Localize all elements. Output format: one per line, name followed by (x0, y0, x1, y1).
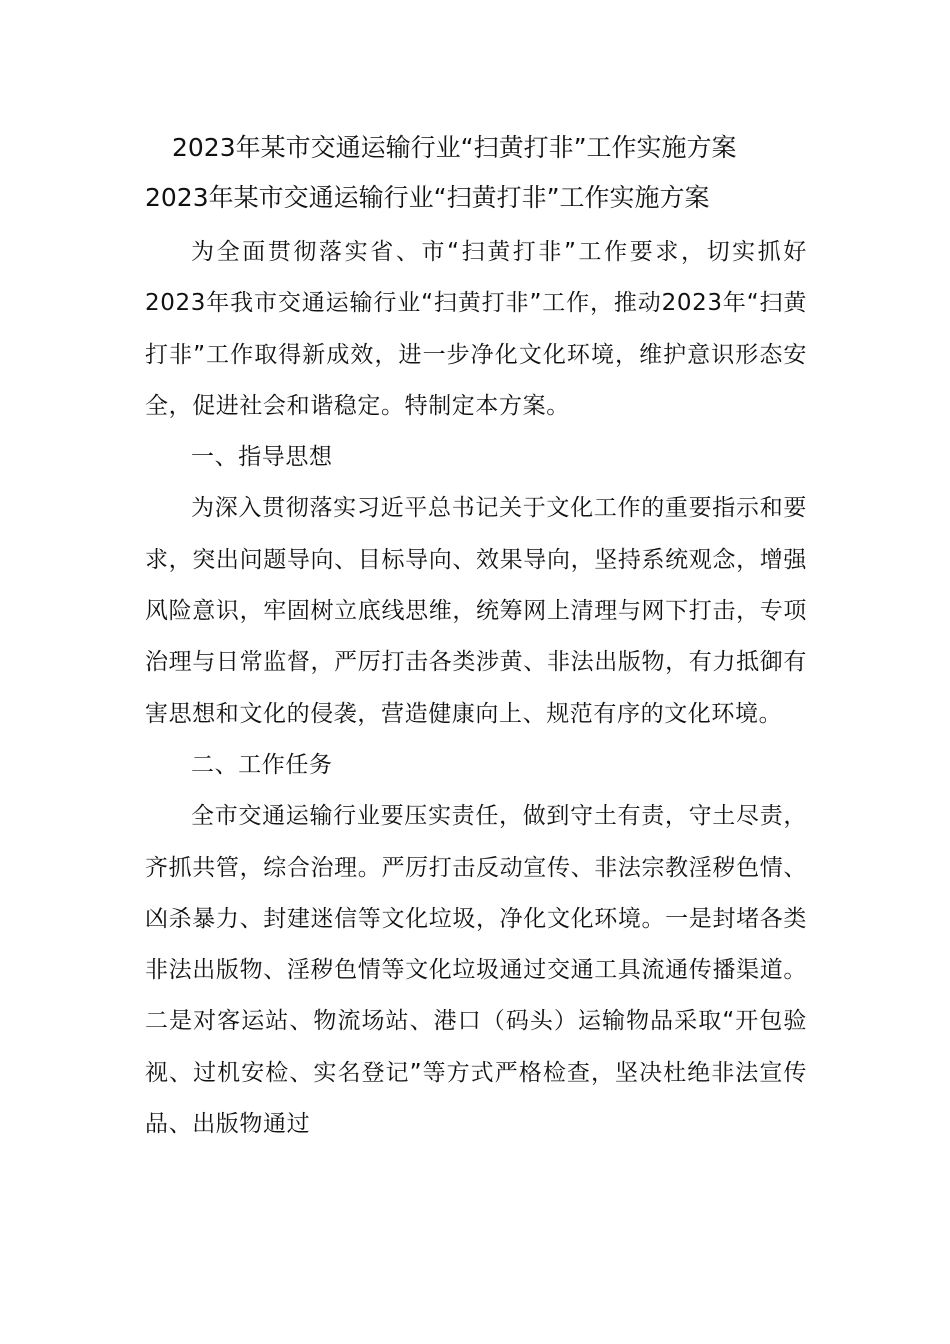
section-heading-guiding-thought: 一、指导思想 (191, 444, 333, 471)
document-title: 2023年某市交通运输行业“扫黄打非”工作实施方案 (172, 133, 737, 162)
document-subtitle: 2023年某市交通运输行业“扫黄打非”工作实施方案 (145, 183, 710, 212)
work-tasks-paragraph: 全市交通运输行业要压实责任，做到守土有责，守土尽责，齐抓共管，综合治理。严厉打击反动宣传、非法宗教淫秽色情、凶杀暴力、封建迷信等文化垃圾，净化文化环境。一是封堵各类非法出版物、淫秽色情等文化垃圾通过交通工具流通传播渠道。二是对客运站、物流场站、港口（码头）运输物品采取“开包验视、过机安检、实名登记”等方式严格检查，坚决杜绝非法宣传品、出版物通过 (145, 803, 807, 1138)
document-body (145, 227, 807, 1150)
intro-paragraph: 为全面贯彻落实省、市“扫黄打非”工作要求，切实抓好2023年我市交通运输行业“扫黄打非”工作，推动2023年“扫黄打非”工作取得新成效，进一步净化文化环境，维护意识形态安全，促进社会和谐稳定。特制定本方案。 (145, 239, 807, 419)
guiding-thought-paragraph: 为深入贯彻落实习近平总书记关于文化工作的重要指示和要求，突出问题导向、目标导向、效果导向，坚持系统观念，增强风险意识，牢固树立底线思维，统筹网上清理与网下打击，专项治理与日常监督，严厉打击各类涉黄、非法出版物，有力抵御有害思想和文化的侵袭，营造健康向上、规范有序的文化环境。 (145, 495, 807, 727)
section-heading-work-tasks: 二、工作任务 (191, 751, 333, 778)
